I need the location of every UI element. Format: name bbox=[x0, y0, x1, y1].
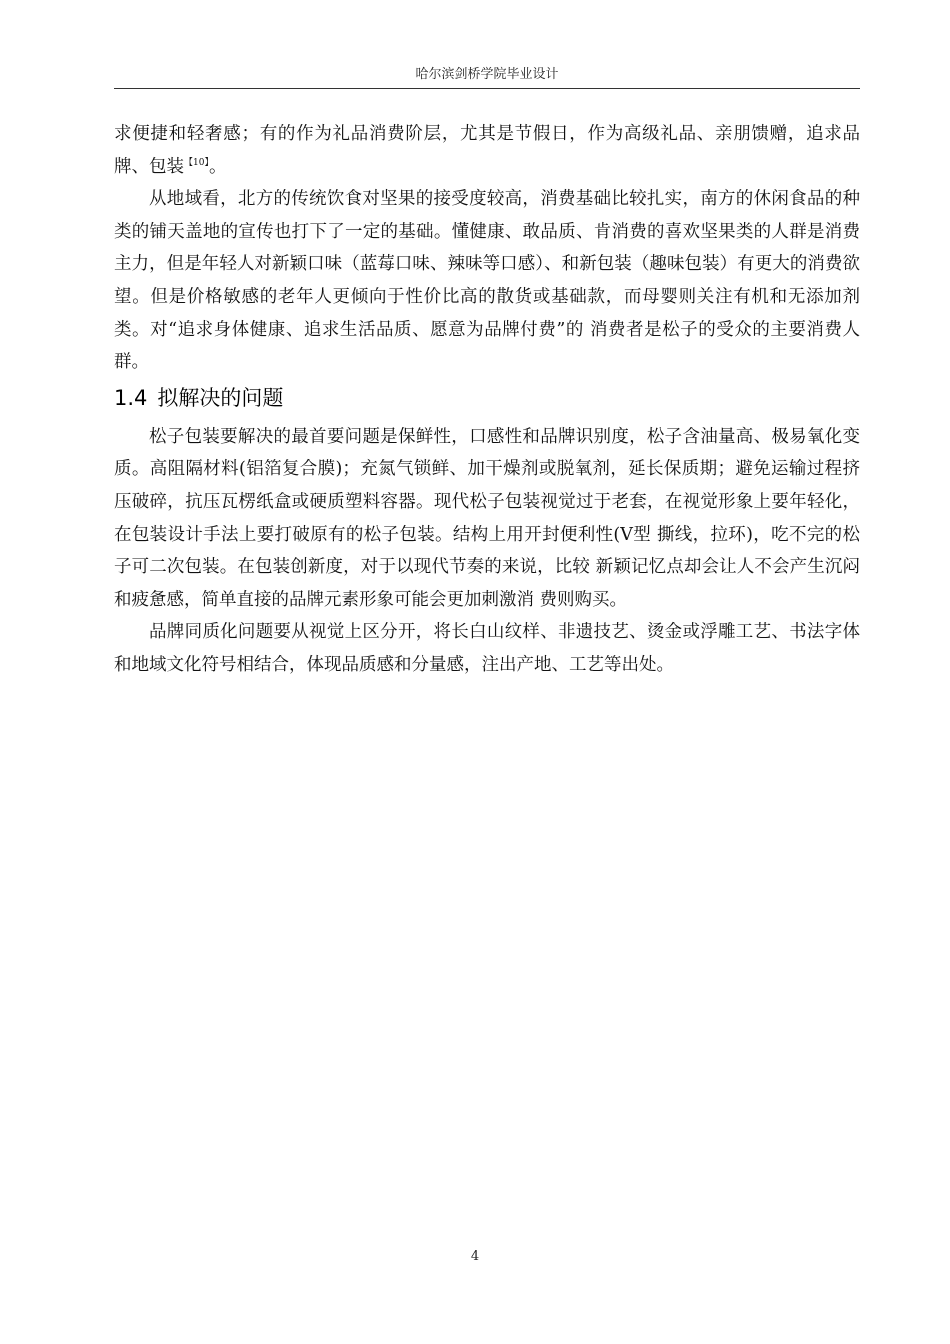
paragraph: 松子包装要解决的最首要问题是保鲜性，口感性和品牌识别度，松子含油量高、极易氧化变质。高阻隔材料(铝箔复合膜)；充氮气锁鲜、加干燥剂或脱氧剂，延长保质期；避免运输过程挤压破碎，抗压瓦楞纸盒或硬质塑料容器。现代松子包装视觉过于老套，在视觉形象上要年轻化，在包装设计手法上要打破原有的松子包装。结构上用开封便利性(V型 撕线，拉环)，吃不完的松子可二次包装。在包装创新度，对于以现代节奏的来说，比较 新颖记忆点却会让人不会产生沉闷和疲惫感，简单直接的品牌元素形象可能会更加刺激消 费则购买。 bbox=[114, 426, 860, 610]
paragraph-continued bbox=[114, 118, 860, 183]
page-number: 4 bbox=[470, 1249, 480, 1264]
section-title: 拟解决的问题 bbox=[157, 385, 284, 410]
section-heading bbox=[114, 383, 860, 413]
running-header: 哈尔滨剑桥学院毕业设计 bbox=[415, 67, 559, 82]
paragraph-text-end: 。 bbox=[208, 156, 227, 177]
paragraph: 品牌同质化问题要从视觉上区分开，将长白山纹样、非遗技艺、烫金或浮雕工艺、书法字体和地域文化符号相结合，体现品质感和分量感，注出产地、工艺等出处。 bbox=[114, 622, 860, 675]
body-text bbox=[114, 118, 860, 682]
citation-marker[interactable]: 【10】 bbox=[184, 157, 209, 168]
paragraph-text: 求便捷和轻奢感；有的作为礼品消费阶层，尤其是节假日，作为高级礼品、亲朋馈赠，追求品牌、包装 bbox=[114, 124, 860, 177]
section-number: 1.4 bbox=[114, 385, 148, 410]
header-rule bbox=[114, 88, 860, 89]
paragraph: 从地域看，北方的传统饮食对坚果的接受度较高，消费基础比较扎实，南方的休闲食品的种类的铺天盖地的宣传也打下了一定的基础。懂健康、敢品质、肯消费的喜欢坚果类的人群是消费主力，但是年轻人对新颖口味（蓝莓口味、辣味等口感）、和新包装（趣味包装）有更大的消费欲望。但是价格敏感的老年人更倾向于性价比高的散货或基础款，而母婴则关注有机和无添加剂类。对“追求身体健康、追求生活品质、愿意为品牌付费”的 消费者是松子的受众的主要消费人群。 bbox=[114, 189, 860, 373]
